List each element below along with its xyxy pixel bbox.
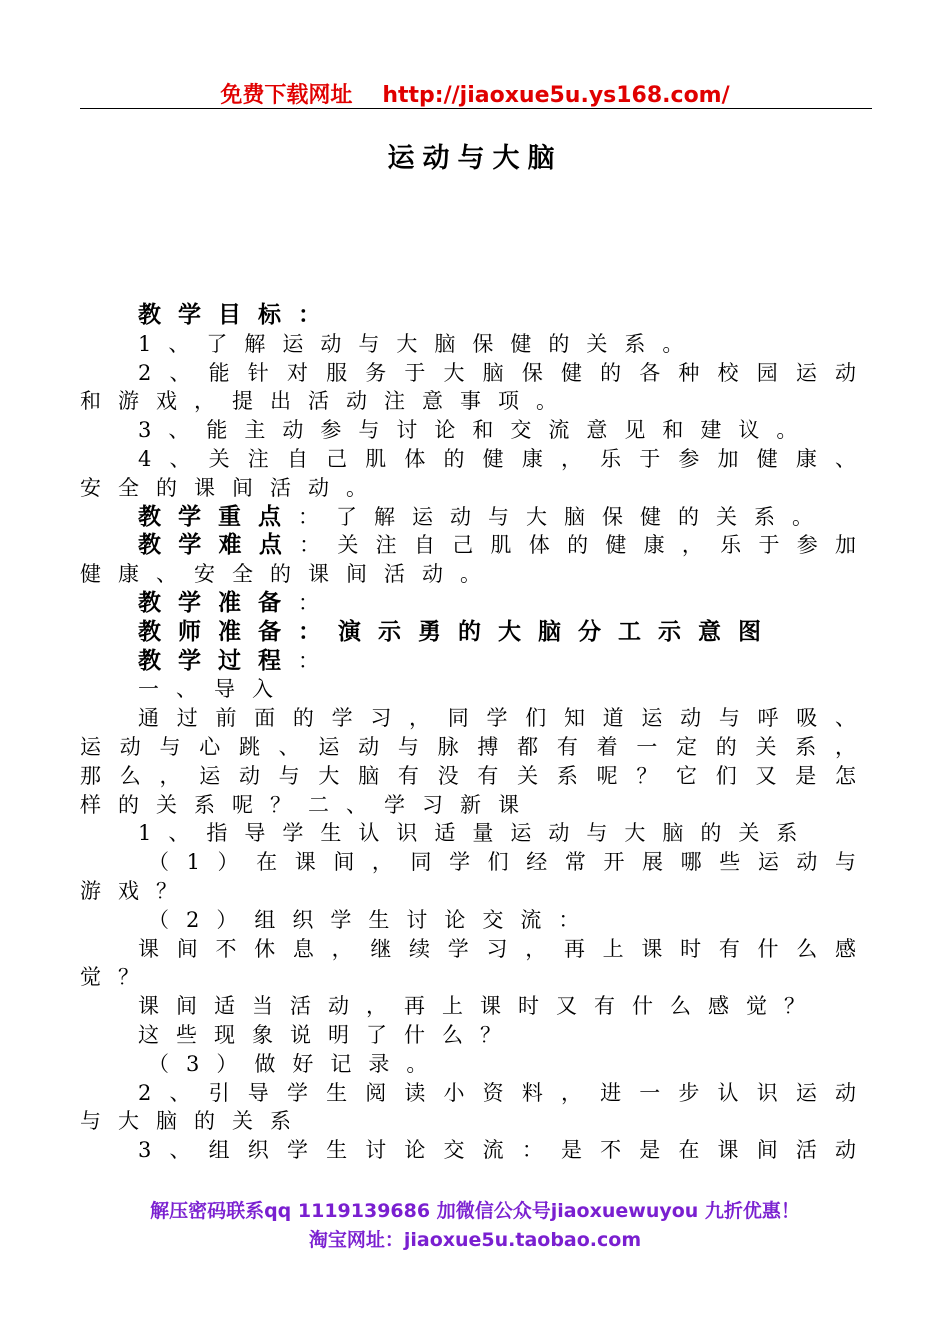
goal-3: 3、能主动参与讨论和交流意见和建议。 [138,418,815,443]
download-label: 免费下载网址 [220,83,353,108]
step-1: 1、指导学生认识适量运动与大脑的关系 [138,821,815,846]
question-2: 课间适当活动，再上课时又有什么感觉？ [138,994,822,1019]
difficulty-line-2: 健康、安全的课间活动。 [80,562,498,587]
intro-paragraph-1: 通过前面的学习，同学们知道运动与呼吸、 [138,706,856,731]
step-3: 3、组织学生讨论交流：是不是在课间活动 [138,1138,856,1163]
goal-2-line-1: 2、能针对服务于大脑保健的各种校园运动 [138,360,856,385]
step-2-line-1: 2、引导学生阅读小资料，进一步认识运动 [138,1080,856,1105]
step-2-line-2: 与大脑的关系 [80,1109,308,1134]
goal-4-line-1: 4、关注自己肌体的健康，乐于参加健康、 [138,446,856,471]
goals-heading: 教学目标： [138,301,338,328]
document-title: 运动与大脑 [387,143,563,174]
preparation [80,589,856,618]
goal-4-line-2: 安全的课间活动。 [80,475,384,500]
question-1-line-2: 觉？ [80,965,156,990]
intro-paragraph-4: 样的关系呢？二、学习新课 [80,792,536,817]
step-1-3: （3）做好记录。 [148,1051,445,1076]
document-body [80,301,856,1165]
key-point-heading: 教学重点 [138,502,298,530]
step-1-1-line-2: 游戏？ [80,878,194,903]
intro-paragraph-3: 那么，运动与大脑有没有关系呢？它们又是怎 [80,763,856,788]
download-url[interactable]: http://jiaoxue5u.ys168.com/ [382,83,730,108]
goal-1: 1、了解运动与大脑保健的关系。 [138,331,701,356]
process-heading: 教学过程 [138,646,298,674]
footer-contact: 解压密码联系qq 1119139686 加微信公众号jiaoxuewuyou 九折优惠！ [150,1200,800,1222]
process-colon: ： [298,648,336,673]
preparation-colon: ： [298,590,336,615]
intro-paragraph-2: 运动与心跳、运动与脉搏都有着一定的关系， [80,734,856,759]
key-point-text: ：了解运动与大脑保健的关系。 [298,504,830,529]
teacher-preparation: 教师准备：演示勇的大脑分工示意图 [138,617,778,645]
footer-taobao[interactable]: 淘宝网址：jiaoxue5u.taobao.com [308,1229,642,1251]
download-header [0,78,950,109]
difficulty-line-1 [80,531,856,560]
key-point [80,503,856,532]
process [80,647,856,676]
header-rule [80,108,872,109]
question-3: 这些现象说明了什么？ [138,1022,518,1047]
goal-2-line-2: 和游戏，提出活动注意事项。 [80,389,574,414]
question-1-line-1: 课间不休息，继续学习，再上课时有什么感 [138,936,856,961]
difficulty-text: ：关注自己肌体的健康，乐于参加 [299,533,856,558]
difficulty-heading: 教学难点 [138,531,300,559]
step-1-2: （2）组织学生讨论交流： [148,907,597,932]
step-1-1-line-1: （1）在课间，同学们经常开展哪些运动与 [148,850,856,875]
intro-heading: 一、导入 [138,677,290,702]
preparation-heading: 教学准备 [138,588,298,616]
